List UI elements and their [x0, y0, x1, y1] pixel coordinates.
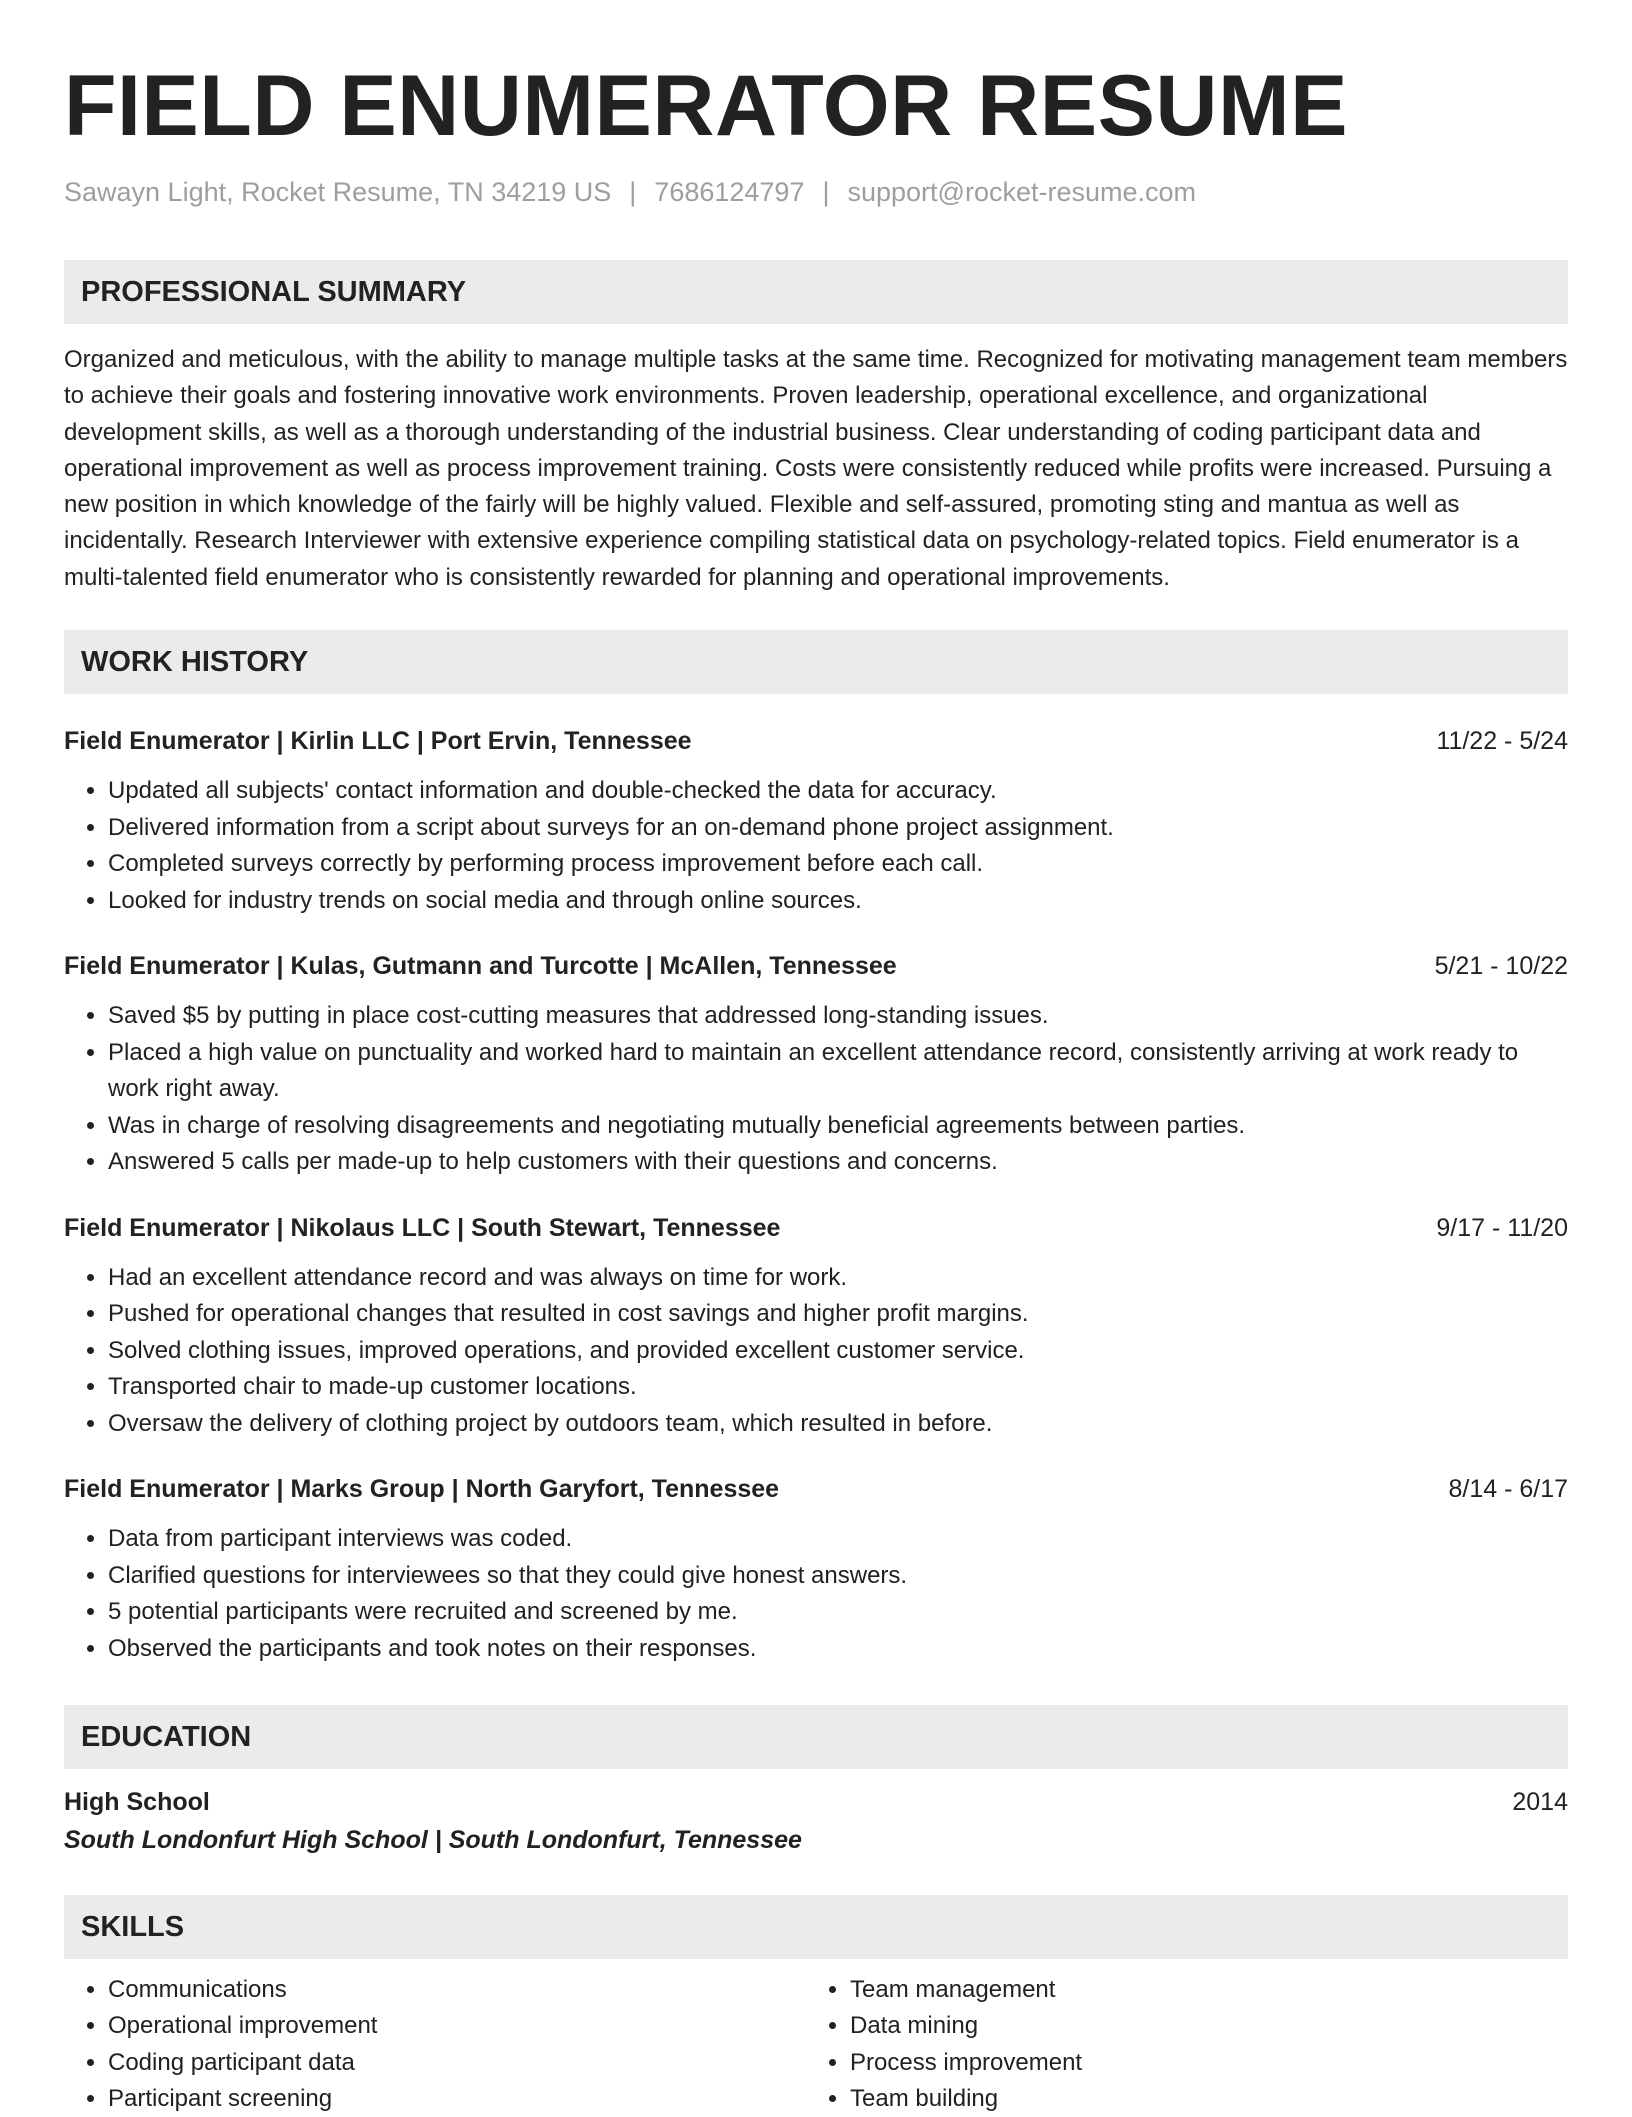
education-year: 2014 — [1512, 1788, 1568, 1817]
job-bullet: • 5 potential participants were recruited and screened by me. — [108, 1594, 1568, 1631]
job-bullet: • Transported chair to made-up customer locations. — [108, 1369, 1568, 1406]
job-dates: 8/14 - 6/17 — [1448, 1475, 1568, 1504]
job-bullet: • Clarified questions for interviewees so that they could give honest answers. — [108, 1558, 1568, 1595]
skill-item: • Team management — [850, 1972, 1548, 2008]
skills-column-right — [806, 1972, 1548, 2117]
job-bullet: • Looked for industry trends on social media and through online sources. — [108, 883, 1568, 920]
skills-grid — [64, 1972, 1568, 2117]
summary-paragraph: Organized and meticulous, with the ability to manage multiple tasks at the same time. Recognized for motivating management team members to achieve their goals and fostering innovative work environments. Proven leadership, operational excellence, and organizational development skills, as well as a thorough understanding of the industrial business. Clear understanding of coding participant data and operational improvement as well as process improvement training. Costs were consistently reduced while profits were increased. Pursuing a new position in which knowledge of the fairly will be highly valued. Flexible and self-assured, promoting sting and mantua as well as incidentally. Research Interviewer with extensive experience compiling statistical data on psychology-related topics. Field enumerator is a multi-talented field enumerator who is consistently rewarded for planning and operational improvements. — [64, 346, 1568, 591]
skill-item: • Team building — [850, 2081, 1548, 2117]
section-heading-education: EDUCATION — [64, 1705, 1568, 1769]
resume-title: FIELD ENUMERATOR RESUME — [64, 58, 1349, 154]
job-bullet: • Was in charge of resolving disagreements and negotiating mutually beneficial agreements between parties. — [108, 1108, 1568, 1145]
skill-item: • Coding participant data — [108, 2045, 806, 2081]
job-bullet: • Updated all subjects' contact information and double-checked the data for accuracy. — [108, 773, 1568, 810]
education-school: South Londonfurt High School | South Londonfurt, Tennessee — [64, 1826, 802, 1855]
job-title: Field Enumerator | Kulas, Gutmann and Turcotte | McAllen, Tennessee — [64, 952, 897, 981]
job-entry — [64, 1472, 1568, 1667]
job-bullet: • Pushed for operational changes that resulted in cost savings and higher profit margins. — [108, 1296, 1568, 1333]
job-bullet: • Delivered information from a script about surveys for an on-demand phone project assignment. — [108, 810, 1568, 847]
skill-item: • Communications — [108, 1972, 806, 2008]
job-bullet: • Completed surveys correctly by performing process improvement before each call. — [108, 846, 1568, 883]
job-entry — [64, 949, 1568, 1181]
job-header — [64, 1472, 1568, 1506]
job-bullet-list — [64, 1260, 1568, 1443]
education-degree: High School — [64, 1788, 210, 1817]
skill-item: • Operational improvement — [108, 2008, 806, 2044]
job-bullet: • Answered 5 calls per made-up to help customers with their questions and concerns. — [108, 1144, 1568, 1181]
job-bullet: • Data from participant interviews was coded. — [108, 1521, 1568, 1558]
education-header — [64, 1785, 1568, 1819]
job-bullet: • Solved clothing issues, improved operations, and provided excellent customer service. — [108, 1333, 1568, 1370]
job-entry — [64, 724, 1568, 919]
section-heading-summary: PROFESSIONAL SUMMARY — [64, 260, 1568, 324]
skill-item: • Process improvement — [850, 2045, 1548, 2081]
job-bullet: • Saved $5 by putting in place cost-cutting measures that addressed long-standing issues. — [108, 998, 1568, 1035]
job-bullet-list — [64, 773, 1568, 919]
job-bullet-list — [64, 998, 1568, 1181]
job-bullet: • Placed a high value on punctuality and worked hard to maintain an excellent attendance record, consistently arriving at work ready to work right away. — [108, 1035, 1568, 1108]
section-heading-skills: SKILLS — [64, 1895, 1568, 1959]
skills-column-left — [64, 1972, 806, 2117]
contact-separator: | — [822, 177, 830, 207]
skill-item: • Participant screening — [108, 2081, 806, 2117]
job-title: Field Enumerator | Nikolaus LLC | South Stewart, Tennessee — [64, 1213, 781, 1242]
job-dates: 11/22 - 5/24 — [1436, 727, 1568, 756]
job-title: Field Enumerator | Marks Group | North Garyfort, Tennessee — [64, 1475, 780, 1504]
job-header — [64, 724, 1568, 758]
section-heading-work-history: WORK HISTORY — [64, 630, 1568, 694]
job-title: Field Enumerator | Kirlin LLC | Port Ervin, Tennessee — [64, 727, 692, 756]
job-header — [64, 949, 1568, 983]
job-bullet: • Observed the participants and took notes on their responses. — [108, 1631, 1568, 1668]
contact-address: Sawayn Light, Rocket Resume, TN 34219 US — [64, 177, 612, 207]
job-bullet: • Had an excellent attendance record and was always on time for work. — [108, 1260, 1568, 1297]
contact-email: support@rocket-resume.com — [847, 177, 1197, 207]
contact-phone: 7686124797 — [654, 177, 805, 207]
skill-item: • Data mining — [850, 2008, 1548, 2044]
contact-separator: | — [629, 177, 637, 207]
job-bullet-list — [64, 1521, 1568, 1667]
contact-line — [64, 174, 1568, 210]
job-bullet: • Oversaw the delivery of clothing project by outdoors team, which resulted in before. — [108, 1406, 1568, 1443]
job-dates: 5/21 - 10/22 — [1434, 952, 1568, 981]
job-dates: 9/17 - 11/20 — [1436, 1213, 1568, 1242]
job-header — [64, 1211, 1568, 1245]
job-entry — [64, 1211, 1568, 1443]
